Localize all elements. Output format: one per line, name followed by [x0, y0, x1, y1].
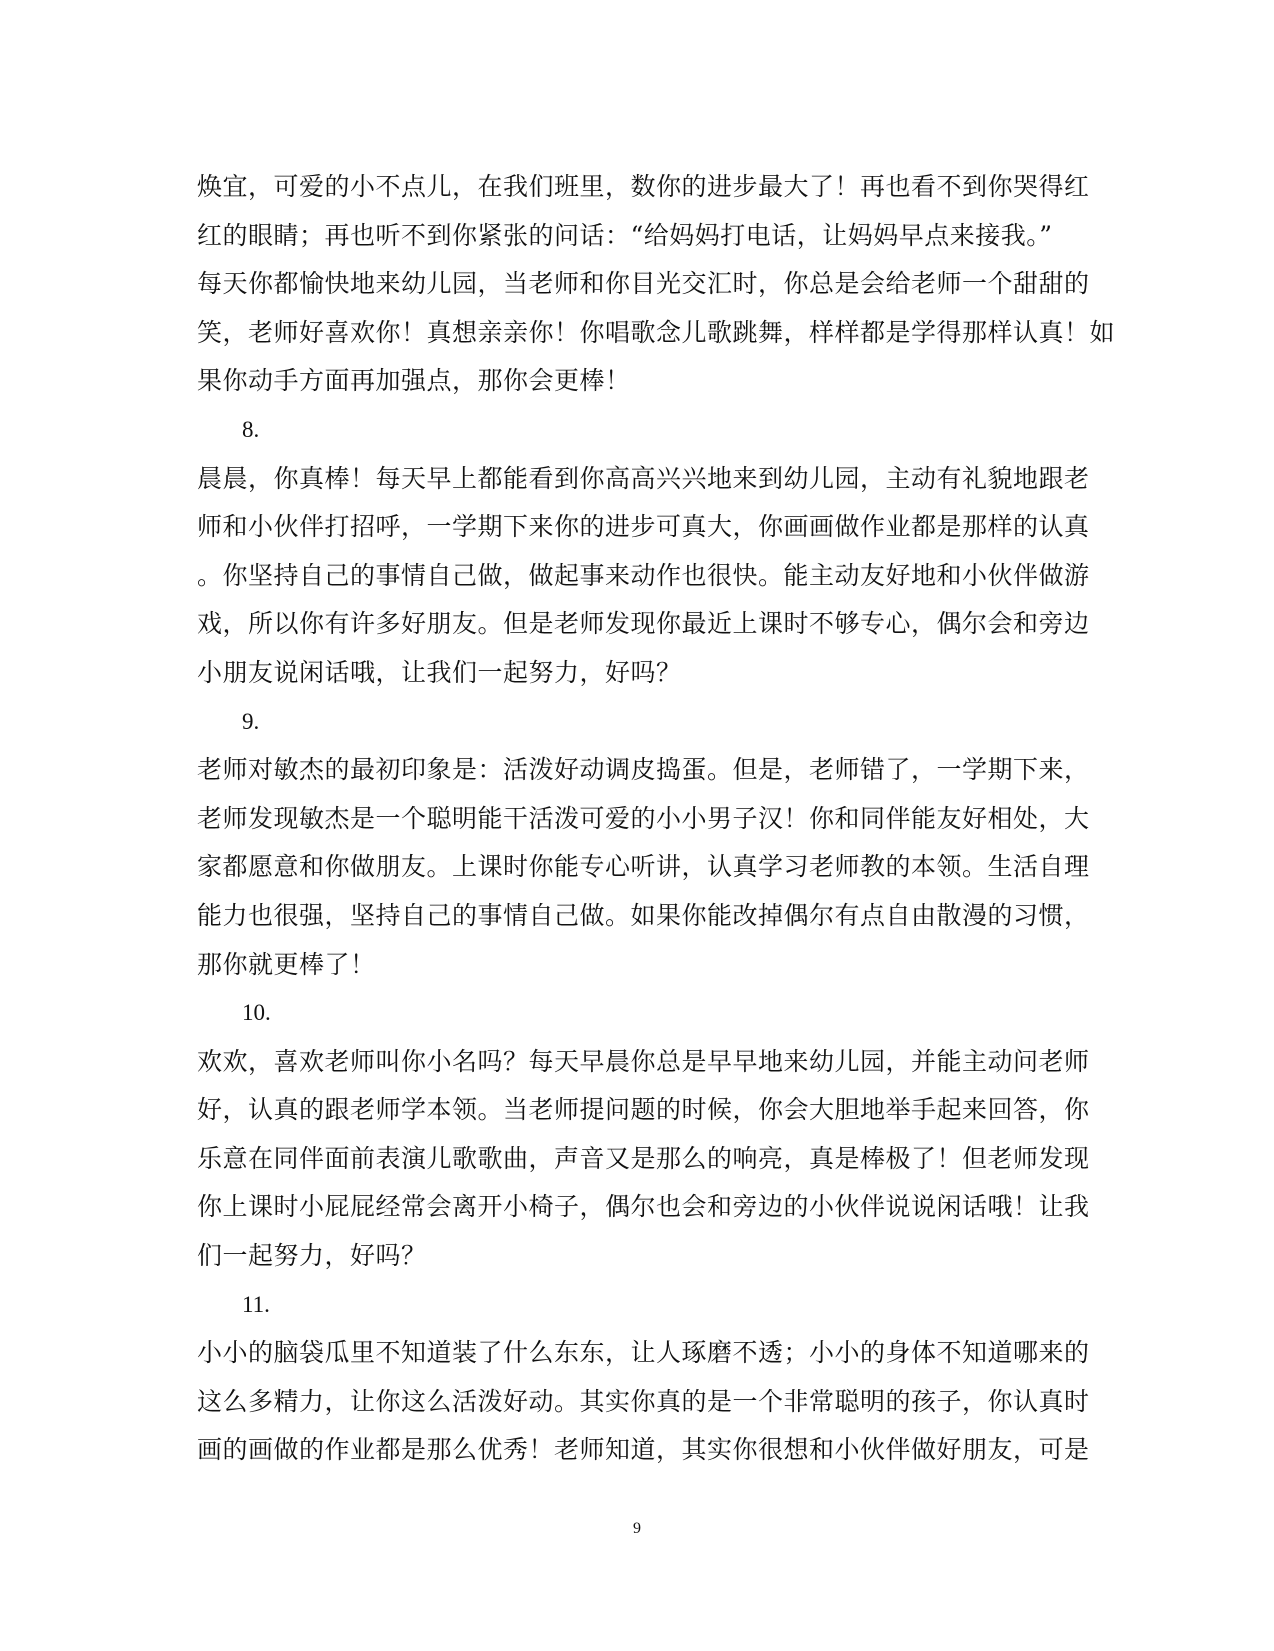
text-line: 晨晨，你真棒！每天早上都能看到你高高兴兴地来到幼儿园，主动有礼貌地跟老 [197, 463, 1090, 493]
paragraph-number: 8. [242, 416, 260, 442]
text-line: 老师发现敏杰是一个聪明能干活泼可爱的小小男子汉！你和同伴能友好相处，大 [197, 803, 1090, 833]
text-line: 果你动手方面再加强点，那你会更棒！ [197, 366, 631, 396]
paragraph-number: 9. [242, 708, 260, 734]
paragraph-number: 11. [242, 1291, 270, 1317]
paragraph [197, 163, 1116, 406]
text-line: 这么多精力，让你这么活泼好动。其实你真的是一个非常聪明的孩子，你认真时 [197, 1386, 1090, 1416]
text-line: 笑，老师好喜欢你！真想亲亲你！你唱歌念儿歌跳舞，样样都是学得那样认真！如 [197, 317, 1116, 347]
text-line: 乐意在同伴面前表演儿歌歌曲，声音又是那么的响亮，真是棒极了！但老师发现 [197, 1143, 1090, 1173]
page-number: 9 [633, 1520, 641, 1537]
text-line: 那你就更棒了！ [197, 949, 376, 979]
paragraph [197, 989, 1090, 1281]
text-line: 。你坚持自己的事情自己做，做起事来动作也很快。能主动友好地和小伙伴做游 [197, 560, 1090, 590]
paragraph [197, 698, 1090, 990]
text-line: 好，认真的跟老师学本领。当老师提问题的时候，你会大胆地举手起来回答，你 [197, 1095, 1090, 1125]
paragraph-number: 10. [242, 1000, 271, 1026]
text-line: 小小的脑袋瓜里不知道装了什么东东，让人琢磨不透；小小的身体不知道哪来的 [197, 1338, 1090, 1368]
paragraph [197, 406, 1090, 698]
text-line: 戏，所以你有许多好朋友。但是老师发现你最近上课时不够专心，偶尔会和旁边 [197, 609, 1090, 639]
text-line: 画的画做的作业都是那么优秀！老师知道，其实你很想和小伙伴做好朋友，可是 [197, 1435, 1090, 1465]
text-line: 小朋友说闲话哦，让我们一起努力，好吗？ [197, 657, 682, 687]
text-line: 焕宜，可爱的小不点儿，在我们班里，数你的进步最大了！再也看不到你哭得红 [197, 172, 1090, 201]
text-line: 你上课时小屁屁经常会离开小椅子，偶尔也会和旁边的小伙伴说说闲话哦！让我 [197, 1192, 1090, 1222]
text-line: 师和小伙伴打招呼，一学期下来你的进步可真大，你画画做作业都是那样的认真 [197, 512, 1090, 542]
text-line: 红的眼睛；再也听不到你紧张的问话：“给妈妈打电话，让妈妈早点来接我。” [197, 220, 1053, 250]
text-line: 能力也很强，坚持自己的事情自己做。如果你能改掉偶尔有点自由散漫的习惯， [197, 900, 1090, 930]
text-line: 家都愿意和你做朋友。上课时你能专心听讲，认真学习老师教的本领。生活自理 [197, 852, 1090, 882]
page-content [197, 163, 1116, 1475]
text-line: 们一起努力，好吗？ [197, 1241, 427, 1271]
text-line: 欢欢，喜欢老师叫你小名吗？每天早晨你总是早早地来幼儿园，并能主动问老师 [197, 1046, 1090, 1076]
text-line: 老师对敏杰的最初印象是：活泼好动调皮捣蛋。但是，老师错了，一学期下来， [197, 755, 1090, 785]
paragraph [197, 1281, 1090, 1475]
text-line: 每天你都愉快地来幼儿园，当老师和你目光交汇时，你总是会给老师一个甜甜的 [197, 269, 1090, 299]
